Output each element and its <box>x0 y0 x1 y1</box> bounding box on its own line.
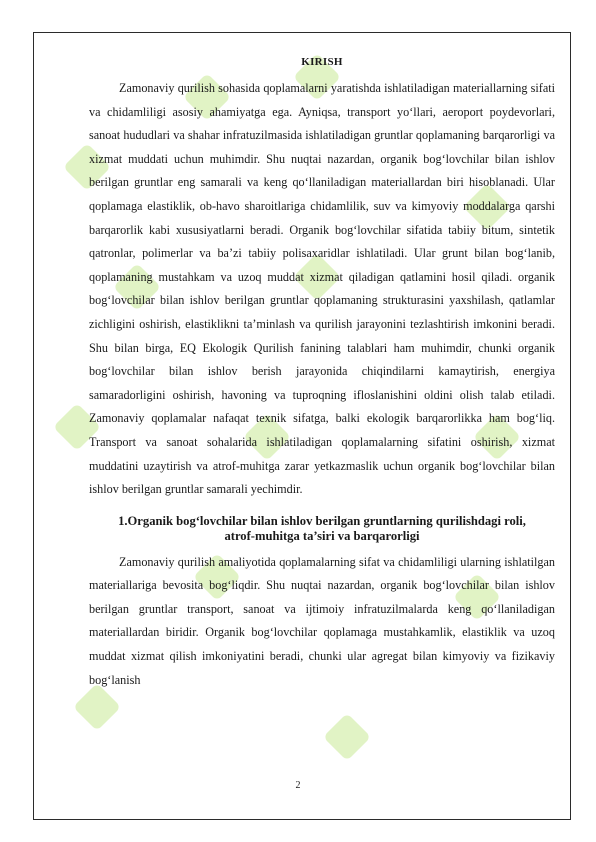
section-heading-line-2: atrof-muhitga ta’siri va barqarorligi <box>224 528 420 543</box>
section-paragraph: Zamonaviy qurilish amaliyotida qoplamalarning sifat va chidamliligi ularning ishlatilgan materiallariga bevosita bog‘liqdir. Shu nuqtai nazardan, organik bog‘lovchilar bilan ishlov berilgan gruntlar transport, sanoat va ijtimoiy infratuzilmalarda keng qo‘llaniladigan materiallardan biridir. Organik bog‘lovchilar qoplamaga mustahkamlik, elastiklik va uzoq muddat xizmat qilish imkoniyatini beradi, chunki ular agregat bilan kimyoviy va fizikaviy bog‘lanish <box>89 554 555 687</box>
section-heading-line-1: 1.Organik bog‘lovchilar bilan ishlov berilgan gruntlarning qurilishdagi roli, <box>118 513 526 528</box>
page-number: 2 <box>295 780 301 791</box>
intro-paragraph: Zamonaviy qurilish sohasida qoplamalarni yaratishda ishlatiladigan materiallarning sifati va chidamliligi asosiy ahamiyatga ega. Ayniqsa, transport yo‘llari, aeroport poydevorlari, sanoat hududlari va shahar infratuzilmasida ishlatiladigan gruntlar qoplamaning barqarorligi va xizmat muddati uchun muhimdir. Shu nuqtai nazardan, organik bog‘lovchilar bilan ishlov berilgan gruntlar eng samarali va keng qo‘llaniladigan materiallardan biri hisoblanadi. Ular qoplamaga elastiklik, ob-havo sharoitlariga chidamlilik, suv va kimyoviy moddalarga qarshi barqarorlik kabi xususiyatlarni beradi. Organik bog‘lovchilar sifatida tabiiy bitum, sintetik qatronlar, polimerlar va ba’zi tabiiy polisaxaridlar ishlatiladi. Ular grunt bilan bog‘lanib, qoplamaning mustahkam va uzoq muddat xizmat qiladigan qatlamini hosil qiladi. organik bog‘lovchilar bilan ishlov berilgan gruntlar qoplamaning strukturasini yaxshilash, qatlamlar zichligini oshirish, elastiklikni ta’minlash va qurilish jarayonini tezlashtirish imkonini beradi. Shu bilan birga, EQ Ekologik Qurilish fanining talablari ham muhimdir, chunki organik bog‘lovchilar bilan ishlov berish jarayonida chiqindilarni kamaytirish, energiya samaradorligini oshirish, havoning va tuproqning ifloslanishini oldini olish talab etiladi. Zamonaviy qoplamalar nafaqat texnik sifatga, balki ekologik barqarorlikka ham bog‘liq. Transport va sanoat sohalarida ishlatiladigan qoplamalarning sifatini oshirish, xizmat muddatini uzaytirish va atrof-muhitga zarar yetkazmaslik uchun organik bog‘lovchilar bilan ishlov berilgan gruntlar samarali yechimdir. <box>89 81 555 497</box>
section-heading <box>89 514 555 544</box>
page-title: KIRISH <box>301 56 343 68</box>
document-body <box>89 56 555 692</box>
